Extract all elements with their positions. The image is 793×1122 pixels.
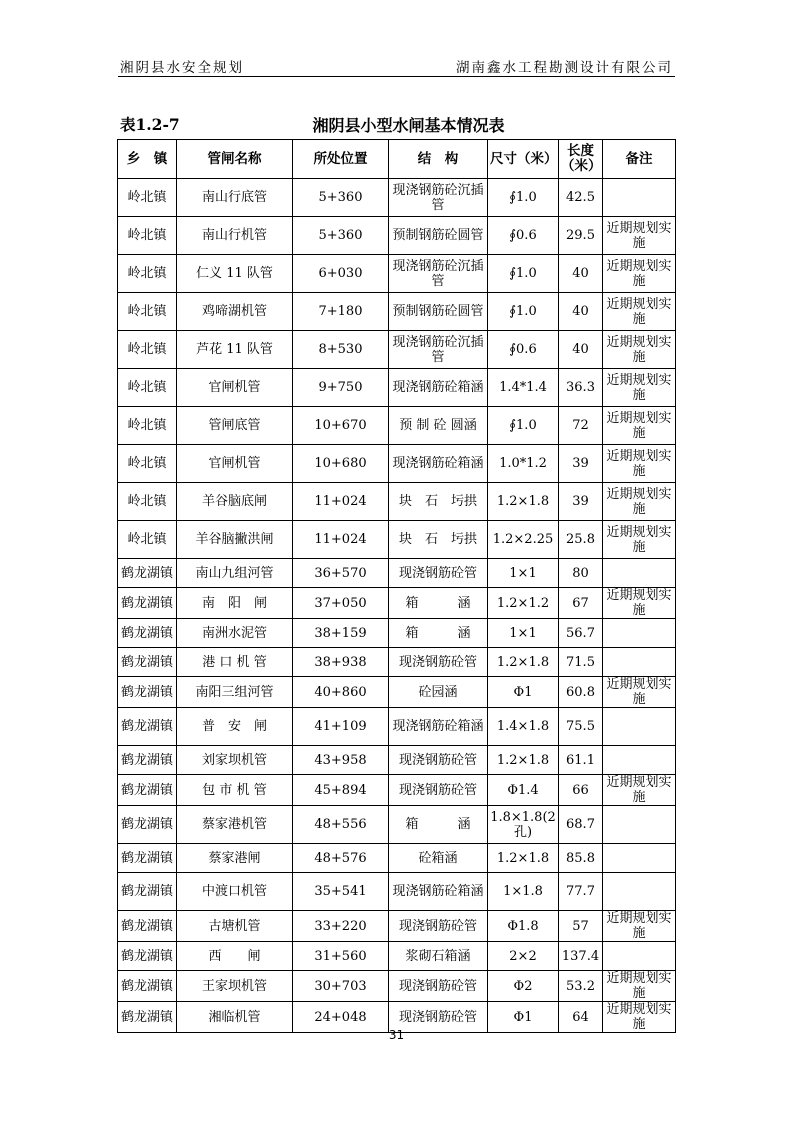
cell-length: 40 xyxy=(559,255,603,293)
cell-location: 11+024 xyxy=(293,521,389,559)
cell-length: 72 xyxy=(559,407,603,445)
cell-name: 古塘机管 xyxy=(177,911,293,942)
cell-location: 8+530 xyxy=(293,331,389,369)
cell-size: Φ1.8 xyxy=(488,911,559,942)
cell-size: 2×2 xyxy=(488,942,559,971)
cell-size: 1.0*1.2 xyxy=(488,445,559,483)
cell-length: 64 xyxy=(559,1002,603,1033)
cell-size: 1.8×1.8(2孔) xyxy=(488,806,559,844)
cell-size: 1×1.8 xyxy=(488,873,559,911)
cell-structure: 现浇钢筋砼管 xyxy=(389,911,488,942)
column-header: 长度（米） xyxy=(559,140,603,179)
cell-location: 7+180 xyxy=(293,293,389,331)
cell-town: 鹤龙湖镇 xyxy=(118,746,177,775)
table-body xyxy=(118,179,676,1033)
cell-location: 5+360 xyxy=(293,179,389,217)
cell-structure: 现浇钢筋砼沉插管 xyxy=(389,331,488,369)
table-row xyxy=(118,483,676,521)
cell-length: 40 xyxy=(559,331,603,369)
table-row xyxy=(118,407,676,445)
cell-length: 66 xyxy=(559,775,603,806)
table-row xyxy=(118,588,676,619)
cell-location: 38+938 xyxy=(293,648,389,677)
cell-structure: 现浇钢筋砼箱涵 xyxy=(389,369,488,407)
table-row xyxy=(118,873,676,911)
cell-size: ∮1.0 xyxy=(488,407,559,445)
table-row xyxy=(118,708,676,746)
cell-town: 岭北镇 xyxy=(118,369,177,407)
cell-size: 1.4*1.4 xyxy=(488,369,559,407)
cell-note xyxy=(603,708,676,746)
cell-note: 近期规划实施 xyxy=(603,293,676,331)
cell-size: ∮0.6 xyxy=(488,217,559,255)
cell-note: 近期规划实施 xyxy=(603,775,676,806)
cell-structure: 现浇钢筋砼箱涵 xyxy=(389,873,488,911)
cell-size: 1×1 xyxy=(488,559,559,588)
cell-length: 61.1 xyxy=(559,746,603,775)
cell-structure: 预制钢筋砼圆管 xyxy=(389,217,488,255)
cell-length: 29.5 xyxy=(559,217,603,255)
cell-size: ∮1.0 xyxy=(488,179,559,217)
cell-name: 南洲水泥管 xyxy=(177,619,293,648)
cell-location: 36+570 xyxy=(293,559,389,588)
cell-length: 71.5 xyxy=(559,648,603,677)
cell-note xyxy=(603,942,676,971)
cell-note: 近期规划实施 xyxy=(603,255,676,293)
cell-location: 6+030 xyxy=(293,255,389,293)
cell-town: 鹤龙湖镇 xyxy=(118,942,177,971)
cell-size: Φ1 xyxy=(488,1002,559,1033)
cell-size: 1.2×1.2 xyxy=(488,588,559,619)
table-row xyxy=(118,331,676,369)
cell-structure: 箱 涵 xyxy=(389,588,488,619)
cell-town: 鹤龙湖镇 xyxy=(118,677,177,708)
cell-town: 鹤龙湖镇 xyxy=(118,775,177,806)
cell-structure: 现浇钢筋砼沉插管 xyxy=(389,255,488,293)
header-document-title: 湘阴县水安全规划 xyxy=(120,60,244,76)
cell-town: 鹤龙湖镇 xyxy=(118,708,177,746)
cell-note xyxy=(603,179,676,217)
cell-name: 中渡口机管 xyxy=(177,873,293,911)
cell-length: 75.5 xyxy=(559,708,603,746)
cell-length: 77.7 xyxy=(559,873,603,911)
column-header: 管闸名称 xyxy=(177,140,293,179)
cell-note: 近期规划实施 xyxy=(603,677,676,708)
cell-note: 近期规划实施 xyxy=(603,521,676,559)
page-number: 31 xyxy=(388,1028,405,1042)
cell-location: 10+670 xyxy=(293,407,389,445)
cell-town: 岭北镇 xyxy=(118,255,177,293)
cell-location: 41+109 xyxy=(293,708,389,746)
table-row xyxy=(118,911,676,942)
cell-name: 蔡家港机管 xyxy=(177,806,293,844)
cell-location: 10+680 xyxy=(293,445,389,483)
cell-length: 56.7 xyxy=(559,619,603,648)
cell-note: 近期规划实施 xyxy=(603,483,676,521)
cell-town: 鹤龙湖镇 xyxy=(118,806,177,844)
table-row xyxy=(118,521,676,559)
cell-name: 西 闸 xyxy=(177,942,293,971)
cell-size: 1×1 xyxy=(488,619,559,648)
cell-structure: 块 石 圬拱 xyxy=(389,483,488,521)
table-row xyxy=(118,293,676,331)
table-row xyxy=(118,179,676,217)
cell-length: 60.8 xyxy=(559,677,603,708)
cell-note xyxy=(603,746,676,775)
cell-note xyxy=(603,844,676,873)
cell-name: 包 市 机 管 xyxy=(177,775,293,806)
table-row xyxy=(118,844,676,873)
cell-location: 35+541 xyxy=(293,873,389,911)
cell-size: 1.2×1.8 xyxy=(488,746,559,775)
page-header xyxy=(118,54,675,77)
cell-structure: 现浇钢筋砼管 xyxy=(389,559,488,588)
cell-structure: 现浇钢筋砼管 xyxy=(389,1002,488,1033)
cell-note: 近期规划实施 xyxy=(603,1002,676,1033)
cell-name: 港 口 机 管 xyxy=(177,648,293,677)
column-header: 乡 镇 xyxy=(118,140,177,179)
cell-name: 南阳三组河管 xyxy=(177,677,293,708)
cell-name: 蔡家港闸 xyxy=(177,844,293,873)
cell-note: 近期规划实施 xyxy=(603,407,676,445)
cell-name: 芦花 11 队管 xyxy=(177,331,293,369)
cell-town: 岭北镇 xyxy=(118,407,177,445)
table-number: 表1.2-7 xyxy=(120,115,180,134)
cell-structure: 砼园涵 xyxy=(389,677,488,708)
cell-length: 39 xyxy=(559,483,603,521)
cell-structure: 预制钢筋砼圆管 xyxy=(389,293,488,331)
table-row xyxy=(118,806,676,844)
cell-note: 近期规划实施 xyxy=(603,588,676,619)
cell-name: 南山行机管 xyxy=(177,217,293,255)
table-row xyxy=(118,217,676,255)
cell-structure: 现浇钢筋砼箱涵 xyxy=(389,708,488,746)
cell-size: Φ1 xyxy=(488,677,559,708)
table-row xyxy=(118,445,676,483)
column-header: 结 构 xyxy=(389,140,488,179)
cell-location: 11+024 xyxy=(293,483,389,521)
cell-town: 鹤龙湖镇 xyxy=(118,588,177,619)
cell-length: 42.5 xyxy=(559,179,603,217)
cell-note xyxy=(603,648,676,677)
cell-town: 岭北镇 xyxy=(118,179,177,217)
cell-town: 岭北镇 xyxy=(118,331,177,369)
cell-note: 近期规划实施 xyxy=(603,369,676,407)
cell-length: 85.8 xyxy=(559,844,603,873)
cell-name: 仁义 11 队管 xyxy=(177,255,293,293)
cell-size: 1.2×2.25 xyxy=(488,521,559,559)
cell-name: 管闸底管 xyxy=(177,407,293,445)
table-row xyxy=(118,619,676,648)
cell-town: 岭北镇 xyxy=(118,445,177,483)
cell-name: 南山九组河管 xyxy=(177,559,293,588)
cell-note xyxy=(603,806,676,844)
cell-town: 岭北镇 xyxy=(118,483,177,521)
cell-structure: 箱 涵 xyxy=(389,619,488,648)
cell-note xyxy=(603,873,676,911)
cell-note: 近期规划实施 xyxy=(603,331,676,369)
column-header: 所处位置 xyxy=(293,140,389,179)
cell-length: 67 xyxy=(559,588,603,619)
cell-size: 1.2×1.8 xyxy=(488,648,559,677)
cell-location: 33+220 xyxy=(293,911,389,942)
table-header-row xyxy=(118,140,676,179)
cell-size: Φ2 xyxy=(488,971,559,1002)
cell-location: 5+360 xyxy=(293,217,389,255)
cell-length: 80 xyxy=(559,559,603,588)
cell-size: 1.2×1.8 xyxy=(488,844,559,873)
cell-town: 鹤龙湖镇 xyxy=(118,559,177,588)
cell-structure: 现浇钢筋砼管 xyxy=(389,746,488,775)
cell-town: 鹤龙湖镇 xyxy=(118,619,177,648)
cell-location: 31+560 xyxy=(293,942,389,971)
cell-length: 40 xyxy=(559,293,603,331)
cell-structure: 现浇钢筋砼管 xyxy=(389,971,488,1002)
table-row xyxy=(118,746,676,775)
cell-length: 39 xyxy=(559,445,603,483)
cell-location: 38+159 xyxy=(293,619,389,648)
table-row xyxy=(118,648,676,677)
cell-size: Φ1.4 xyxy=(488,775,559,806)
cell-name: 普 安 闸 xyxy=(177,708,293,746)
cell-location: 48+576 xyxy=(293,844,389,873)
cell-town: 鹤龙湖镇 xyxy=(118,911,177,942)
cell-town: 鹤龙湖镇 xyxy=(118,648,177,677)
cell-location: 37+050 xyxy=(293,588,389,619)
header-company-name: 湖南鑫水工程勘测设计有限公司 xyxy=(456,60,673,76)
sluice-table xyxy=(117,139,676,1033)
cell-structure: 箱 涵 xyxy=(389,806,488,844)
cell-location: 43+958 xyxy=(293,746,389,775)
cell-length: 53.2 xyxy=(559,971,603,1002)
cell-size: ∮0.6 xyxy=(488,331,559,369)
cell-name: 官闸机管 xyxy=(177,369,293,407)
table-row xyxy=(118,255,676,293)
table-title: 湘阴县小型水闸基本情况表 xyxy=(312,116,505,135)
cell-name: 南 阳 闸 xyxy=(177,588,293,619)
cell-note: 近期规划实施 xyxy=(603,911,676,942)
cell-name: 王家坝机管 xyxy=(177,971,293,1002)
cell-note xyxy=(603,619,676,648)
cell-size: ∮1.0 xyxy=(488,255,559,293)
cell-note: 近期规划实施 xyxy=(603,445,676,483)
cell-note: 近期规划实施 xyxy=(603,971,676,1002)
cell-length: 137.4 xyxy=(559,942,603,971)
cell-structure: 浆砌石箱涵 xyxy=(389,942,488,971)
cell-size: 1.4×1.8 xyxy=(488,708,559,746)
cell-length: 36.3 xyxy=(559,369,603,407)
table-row xyxy=(118,775,676,806)
column-header: 备注 xyxy=(603,140,676,179)
cell-location: 45+894 xyxy=(293,775,389,806)
cell-name: 官闸机管 xyxy=(177,445,293,483)
cell-name: 鸡啼湖机管 xyxy=(177,293,293,331)
cell-structure: 现浇钢筋砼管 xyxy=(389,775,488,806)
cell-town: 鹤龙湖镇 xyxy=(118,844,177,873)
cell-location: 48+556 xyxy=(293,806,389,844)
table-row xyxy=(118,971,676,1002)
column-header: 尺寸（米） xyxy=(488,140,559,179)
cell-size: 1.2×1.8 xyxy=(488,483,559,521)
cell-location: 9+750 xyxy=(293,369,389,407)
table-row xyxy=(118,559,676,588)
cell-note: 近期规划实施 xyxy=(603,217,676,255)
cell-size: ∮1.0 xyxy=(488,293,559,331)
cell-location: 24+048 xyxy=(293,1002,389,1033)
cell-structure: 预 制 砼 圆涵 xyxy=(389,407,488,445)
table-row xyxy=(118,942,676,971)
cell-location: 30+703 xyxy=(293,971,389,1002)
table-row xyxy=(118,677,676,708)
cell-name: 南山行底管 xyxy=(177,179,293,217)
cell-town: 岭北镇 xyxy=(118,521,177,559)
cell-structure: 现浇钢筋砼管 xyxy=(389,648,488,677)
cell-town: 岭北镇 xyxy=(118,293,177,331)
cell-name: 湘临机管 xyxy=(177,1002,293,1033)
cell-name: 刘家坝机管 xyxy=(177,746,293,775)
cell-name: 羊谷脑底闸 xyxy=(177,483,293,521)
cell-structure: 砼箱涵 xyxy=(389,844,488,873)
cell-town: 岭北镇 xyxy=(118,217,177,255)
cell-town: 鹤龙湖镇 xyxy=(118,971,177,1002)
cell-length: 25.8 xyxy=(559,521,603,559)
cell-town: 鹤龙湖镇 xyxy=(118,1002,177,1033)
table-row xyxy=(118,369,676,407)
cell-location: 40+860 xyxy=(293,677,389,708)
cell-name: 羊谷脑撇洪闸 xyxy=(177,521,293,559)
cell-structure: 现浇钢筋砼箱涵 xyxy=(389,445,488,483)
cell-length: 57 xyxy=(559,911,603,942)
cell-town: 鹤龙湖镇 xyxy=(118,873,177,911)
cell-structure: 现浇钢筋砼沉插管 xyxy=(389,179,488,217)
cell-length: 68.7 xyxy=(559,806,603,844)
cell-note xyxy=(603,559,676,588)
cell-structure: 块 石 圬拱 xyxy=(389,521,488,559)
